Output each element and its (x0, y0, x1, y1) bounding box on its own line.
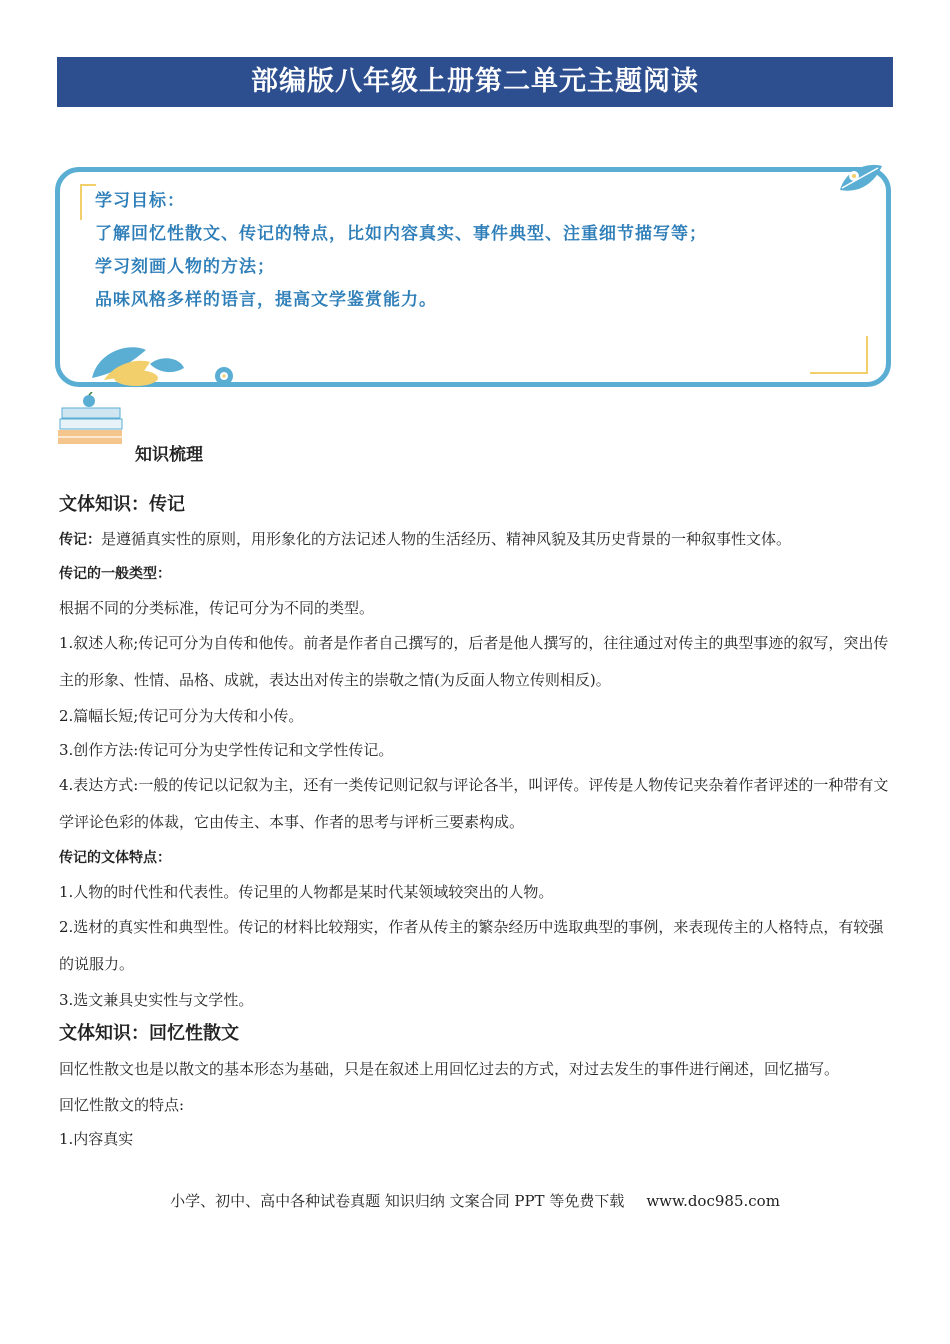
definition-text: 是遵循真实性的原则，用形象化的方法记述人物的生活经历、精神风貌及其历史背景的一种叙事性文体。 (101, 530, 792, 548)
memoir-feature-item: 1.内容真实 (59, 1130, 134, 1148)
learning-goals (95, 185, 855, 317)
main-content (59, 488, 891, 1156)
definition-label: 传记： (59, 532, 101, 548)
feature-item: 3.选文兼具史实性与文学性。 (59, 991, 254, 1009)
goal-item: 品味风格多样的语言，提高文学鉴赏能力。 (95, 290, 437, 310)
books-icon (58, 392, 128, 448)
page-title: 部编版八年级上册第二单元主题阅读 (57, 57, 893, 107)
umbrella-leaf-icon (84, 340, 244, 390)
feature-item: 1.人物的时代性和代表性。传记里的人物都是某时代某领域较突出的人物。 (59, 883, 554, 901)
footer-text: 小学、初中、高中各种试卷真题 知识归纳 文案合同 PPT 等免费下载 (170, 1192, 625, 1210)
feature-item: 2.选材的真实性和典型性。传记的材料比较翔实，作者从传主的繁杂经历中选取典型的事例，来表现传主的人格特点，有较强的说服力。 (59, 918, 884, 973)
biography-heading: 文体知识：传记 (59, 494, 185, 515)
corner-bracket-decoration (80, 184, 96, 220)
type-item: 2.篇幅长短;传记可分为大传和小传。 (59, 707, 304, 725)
memoir-intro: 回忆性散文也是以散文的基本形态为基础，只是在叙述上用回忆过去的方式，对过去发生的事件进行阐述，回忆描写。 (59, 1060, 840, 1078)
footer-url[interactable]: www.doc985.com (646, 1192, 780, 1210)
biography-definition (59, 522, 891, 557)
corner-bracket-decoration (810, 336, 868, 374)
type-item: 1.叙述人称;传记可分为自传和他传。前者是作者自己撰写的，后者是他人撰写的，往往通过对传主的典型事迹的叙写，突出传主的形象、性情、品格、成就，表达出对传主的崇敬之情(为反面人物立传则相反)。 (59, 634, 889, 689)
types-intro: 根据不同的分类标准，传记可分为不同的类型。 (59, 599, 375, 617)
types-heading: 传记的一般类型： (59, 566, 171, 582)
type-item: 4.表达方式:一般的传记以记叙为主，还有一类传记则记叙与评论各半，叫评传。评传是人物传记夹杂着作者评述的一种带有文学评论色彩的体裁，它由传主、本事、作者的思考与评析三要素构成。 (59, 776, 889, 831)
features-heading: 传记的文体特点： (59, 850, 171, 866)
goal-item: 了解回忆性散文、传记的特点，比如内容真实、事件典型、注重细节描写等； (95, 224, 707, 244)
memoir-heading: 文体知识：回忆性散文 (59, 1023, 239, 1044)
learning-goals-label: 学习目标： (95, 191, 185, 211)
type-item: 3.创作方法:传记可分为史学性传记和文学性传记。 (59, 741, 394, 759)
page-footer (0, 1190, 950, 1211)
goal-item: 学习刻画人物的方法； (95, 257, 275, 277)
memoir-features-label: 回忆性散文的特点: (59, 1096, 185, 1114)
section-title: 知识梳理 (135, 445, 203, 465)
